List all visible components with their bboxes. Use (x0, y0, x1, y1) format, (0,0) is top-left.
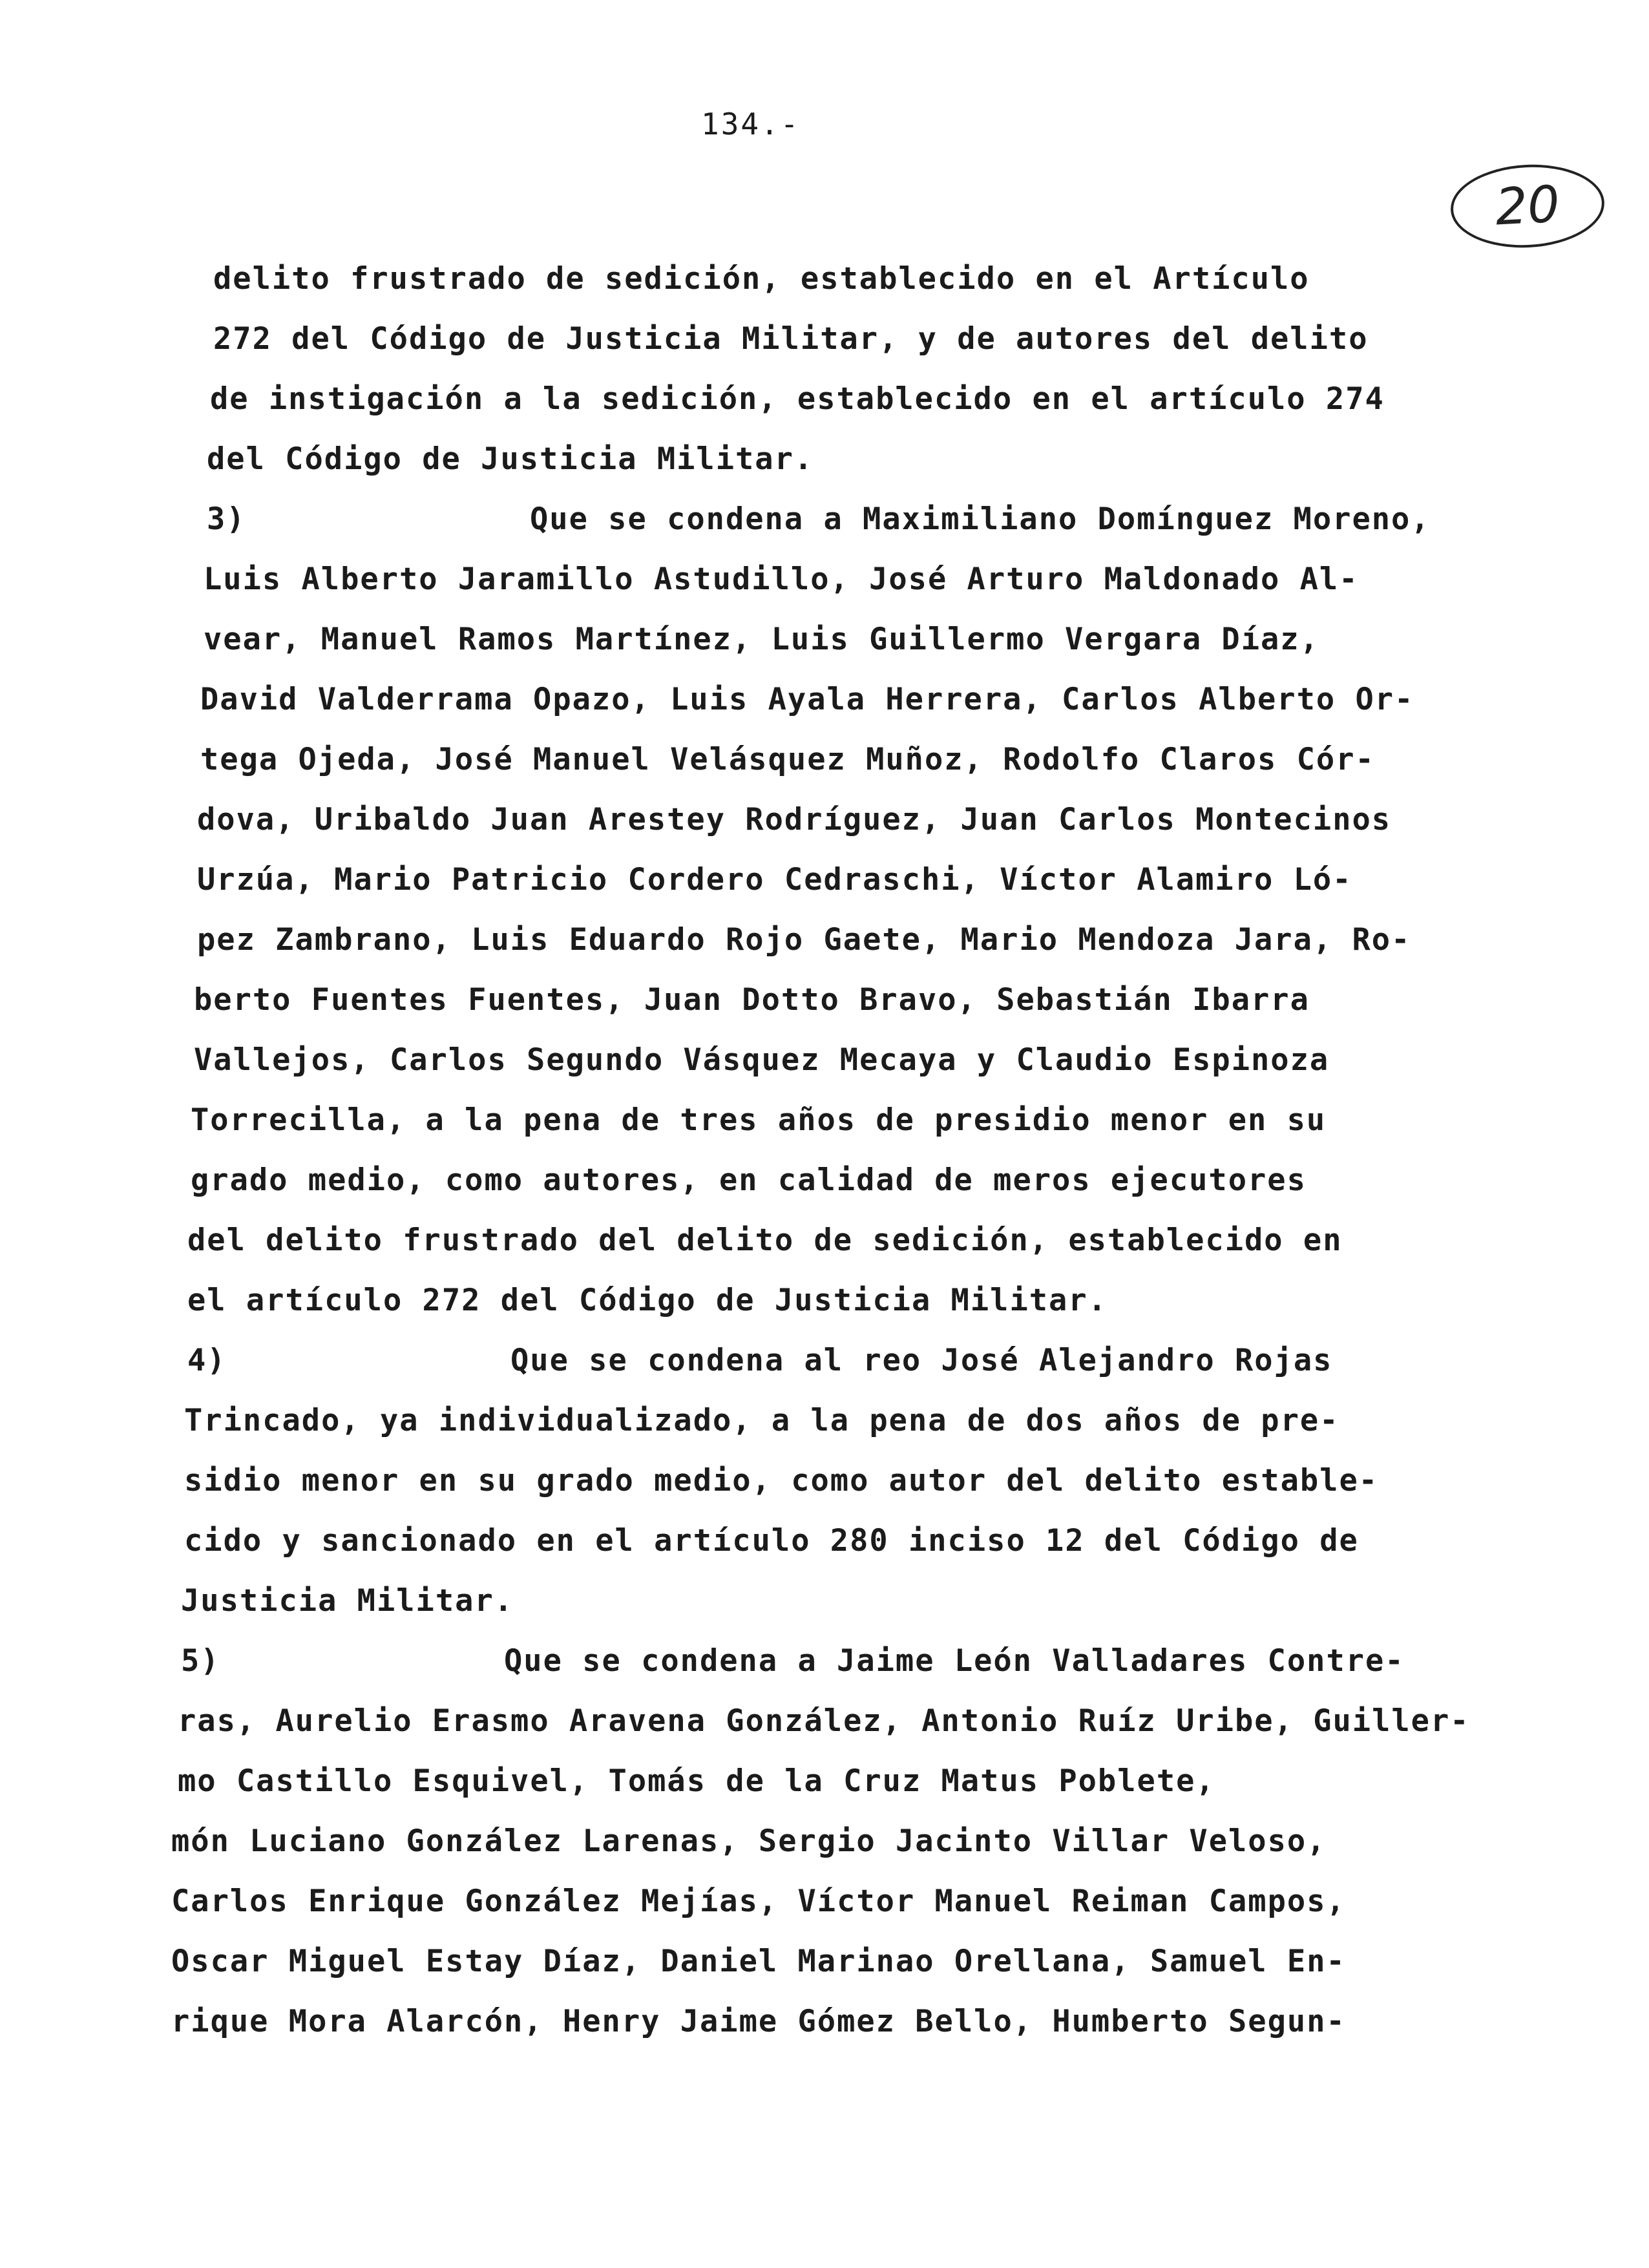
text-line (194, 1030, 1512, 1090)
line-text: cido y sancionado en el artículo 280 inciso 12 del Código de (184, 1523, 1359, 1559)
text-line (197, 790, 1512, 850)
text-line: 4) Que se condena al reo José Alejandro Rojas (187, 1343, 1333, 1378)
line-text: dova, Uribaldo Juan Arestey Rodríguez, Juan Carlos Montecinos (197, 802, 1392, 837)
text-line (200, 669, 1512, 730)
text-line (204, 609, 1512, 669)
line-text: Que se condena a Jaime León Valladares Contre- (504, 1643, 1405, 1679)
text-line (210, 369, 1512, 429)
line-text: Que se condena al reo José Alejandro Rojas (510, 1343, 1333, 1378)
line-text: Trincado, ya individualizado, a la pena de dos años de pre- (184, 1403, 1339, 1438)
text-line (171, 1931, 1512, 1991)
text-line (171, 1871, 1512, 1931)
text-line (171, 1991, 1512, 2052)
text-line (213, 249, 1512, 309)
line-text: David Valderrama Opazo, Luis Ayala Herrera, Carlos Alberto Or- (200, 682, 1414, 717)
text-line (213, 309, 1512, 369)
line-text: rique Mora Alarcón, Henry Jaime Gómez Bello, Humberto Segun- (171, 2004, 1346, 2039)
line-text: 272 del Código de Justicia Militar, y de autores del delito (213, 321, 1369, 357)
line-text: del Código de Justicia Militar. (207, 441, 814, 477)
text-line (184, 1391, 1512, 1451)
line-text: berto Fuentes Fuentes, Juan Dotto Bravo, Sebastián Ibarra (194, 982, 1310, 1018)
line-text: tega Ojeda, José Manuel Velásquez Muñoz, Rodolfo Claros Cór- (200, 742, 1375, 777)
line-text: Que se condena a Maximiliano Domínguez Moreno, (530, 501, 1431, 537)
line-text: grado medio, como autores, en calidad de meros ejecutores (191, 1162, 1307, 1198)
line-text: Urzúa, Mario Patricio Cordero Cedraschi, Víctor Alamiro Ló- (197, 862, 1352, 898)
line-text: Luis Alberto Jaramillo Astudillo, José Arturo Maldonado Al- (204, 562, 1359, 597)
line-text: de instigación a la sedición, establecido en el artículo 274 (210, 381, 1385, 417)
line-text: Carlos Enrique González Mejías, Víctor Manuel Reiman Campos, (171, 1884, 1346, 1919)
text-line (181, 1571, 1512, 1631)
line-text: Torrecilla, a la pena de tres años de presidio menor en su (191, 1102, 1327, 1138)
line-text: del delito frustrado del delito de sedición, establecido en (187, 1223, 1343, 1258)
text-line (184, 1451, 1512, 1511)
line-text: vear, Manuel Ramos Martínez, Luis Guillermo Vergara Díaz, (204, 622, 1319, 657)
text-line (197, 850, 1512, 910)
line-text: Oscar Miguel Estay Díaz, Daniel Marinao Orellana, Samuel En- (171, 1944, 1346, 1979)
line-text: ras, Aurelio Erasmo Aravena González, Antonio Ruíz Uribe, Guiller- (178, 1703, 1470, 1739)
text-line (207, 429, 1512, 489)
line-text: Justicia Militar. (181, 1583, 514, 1619)
text-line (178, 1751, 1512, 1811)
text-line (178, 1691, 1512, 1751)
page-number: 134.- (701, 107, 801, 142)
text-line (200, 730, 1512, 790)
text-line: 3) Que se condena a Maximiliano Domínguez Moreno, (207, 501, 1431, 537)
folio-stamp (1449, 161, 1606, 251)
line-text: delito frustrado de sedición, establecido en el Artículo (213, 261, 1310, 297)
line-text: pez Zambrano, Luis Eduardo Rojo Gaete, Mario Mendoza Jara, Ro- (197, 922, 1411, 958)
line-text: mo Castillo Esquivel, Tomás de la Cruz Matus Poblete, (178, 1763, 1215, 1799)
text-line (204, 549, 1512, 609)
text-line (197, 910, 1512, 970)
text-line (184, 1511, 1512, 1571)
text-line (187, 1210, 1512, 1270)
line-text: món Luciano González Larenas, Sergio Jacinto Villar Veloso, (171, 1823, 1327, 1859)
text-line (191, 1150, 1512, 1210)
text-line: 5) Que se condena a Jaime León Valladares Contre- (181, 1643, 1405, 1679)
line-text: el artículo 272 del Código de Justicia Militar. (187, 1283, 1108, 1318)
body-text (171, 249, 1512, 2052)
text-line (194, 970, 1512, 1030)
text-line (187, 1270, 1512, 1330)
text-line (171, 1811, 1512, 1871)
line-text: Vallejos, Carlos Segundo Vásquez Mecaya y Claudio Espinoza (194, 1042, 1330, 1078)
folio-number: 20 (1494, 175, 1561, 237)
text-line (191, 1090, 1512, 1150)
line-text: sidio menor en su grado medio, como autor del delito estable- (184, 1463, 1379, 1498)
